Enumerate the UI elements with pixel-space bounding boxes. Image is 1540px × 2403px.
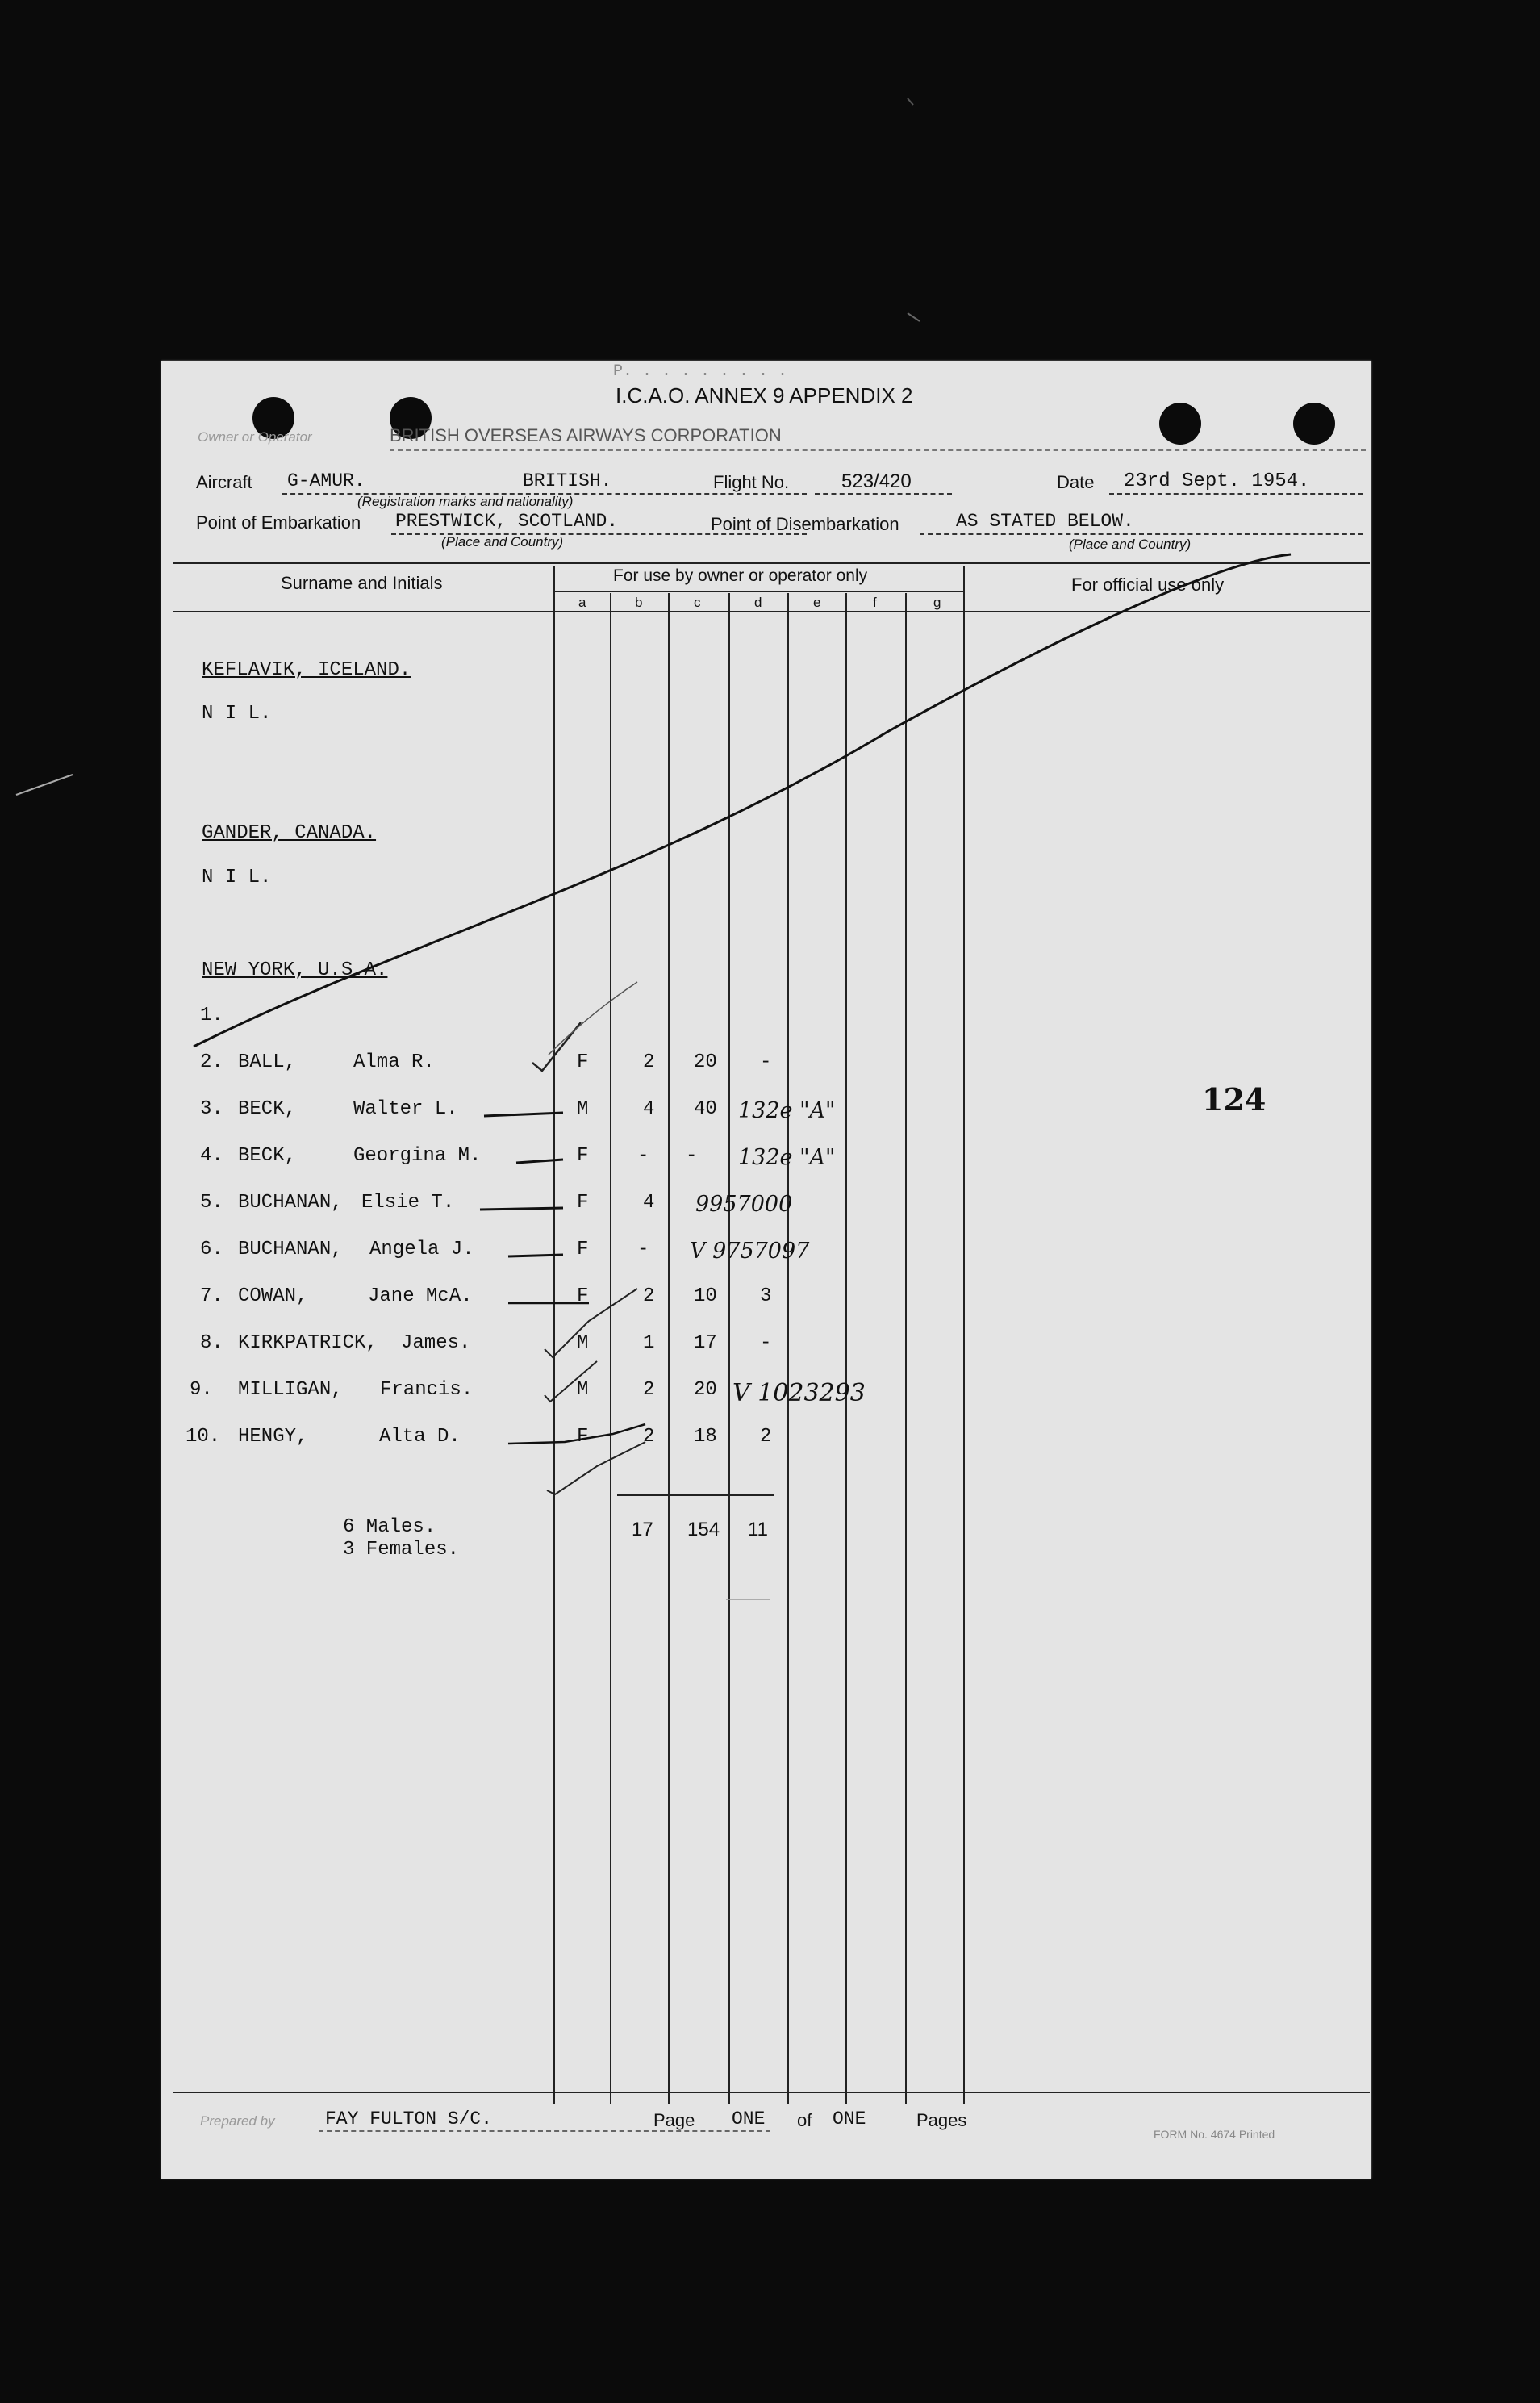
subcol-e: e [813, 595, 821, 610]
given-names: James. [401, 1332, 471, 1354]
disembarkation-value: AS STATED BELOW. [956, 511, 1134, 532]
males-count: 6 Males. [343, 1516, 436, 1538]
flight-rule [815, 493, 952, 495]
embarkation-value: PRESTWICK, SCOTLAND. [395, 511, 619, 532]
col-d: - [760, 1051, 772, 1073]
col-a: M [577, 1098, 589, 1120]
col-c: 20 [694, 1051, 717, 1073]
page-label: Page [653, 2110, 695, 2130]
date-value: 23rd Sept. 1954. [1124, 470, 1310, 492]
table-row [161, 1332, 1371, 1368]
total-c: 154 [687, 1519, 720, 1540]
col-c: 40 [694, 1098, 717, 1120]
total-d: 11 [748, 1519, 768, 1540]
col-d: - [760, 1332, 772, 1354]
page-annotation: 124 [1202, 1081, 1267, 1118]
col-a: F [577, 1239, 589, 1260]
females-count: 3 Females. [343, 1539, 460, 1561]
section-heading: KEFLAVIK, ICELAND. [202, 659, 411, 681]
official-use-header: For official use only [1071, 575, 1225, 595]
disembarkation-rule [920, 533, 1363, 535]
subcol-a: a [578, 595, 586, 610]
given-names: Angela J. [369, 1239, 474, 1260]
form-number: FORM No. 4674 Printed [1154, 2128, 1275, 2141]
given-names: Georgina M. [353, 1145, 482, 1167]
col-a: F [577, 1426, 589, 1448]
surname: MILLIGAN, [238, 1379, 343, 1401]
row-number: 5. [200, 1192, 223, 1214]
given-names: Francis. [380, 1379, 474, 1401]
row-number: 9. [190, 1379, 213, 1401]
surname: BUCHANAN, [238, 1239, 343, 1260]
col-b: 2 [643, 1051, 655, 1073]
row-number: 10. [186, 1426, 221, 1448]
table-row [161, 1379, 1371, 1415]
col-a: M [577, 1379, 589, 1401]
table-row [161, 1192, 1371, 1227]
col-ef-handwritten: 132e "A" [738, 1098, 836, 1123]
subcol-b: b [635, 595, 643, 610]
col-a: M [577, 1332, 589, 1354]
given-names: Walter L. [353, 1098, 458, 1120]
given-names: Jane McA. [368, 1285, 473, 1307]
of-value: ONE [833, 2108, 866, 2129]
form-title: I.C.A.O. ANNEX 9 APPENDIX 2 [616, 383, 913, 407]
col-ef-handwritten: 9957000 [695, 1192, 793, 1217]
manifest-sheet [161, 361, 1371, 2179]
col-b: 1 [643, 1332, 655, 1354]
total-b: 17 [632, 1519, 653, 1540]
flight-label: Flight No. [713, 472, 790, 492]
table-row [161, 1426, 1371, 1461]
surname: HENGY, [238, 1426, 308, 1448]
page-value: ONE [732, 2108, 766, 2129]
aircraft-label: Aircraft [196, 472, 252, 492]
col-ef-handwritten: 132e "A" [738, 1145, 836, 1170]
surname: BECK, [238, 1098, 297, 1120]
col-d: 2 [760, 1426, 772, 1448]
col-a: F [577, 1285, 589, 1307]
col-b: - [637, 1239, 649, 1260]
owner-value: BRITISH OVERSEAS AIRWAYS CORPORATION [390, 425, 782, 445]
col-c: 10 [694, 1285, 717, 1307]
subcol-d: d [754, 595, 762, 610]
header-stamp: P. . . . . . . . . [613, 362, 788, 381]
col-a: F [577, 1051, 589, 1073]
given-names: Elsie T. [361, 1192, 455, 1214]
footer-rule [173, 2092, 1370, 2093]
col-c: 20 [694, 1379, 717, 1401]
punch-hole [1159, 403, 1201, 445]
col-c: 18 [694, 1426, 717, 1448]
row-number: 4. [200, 1145, 223, 1167]
of-label: of [797, 2110, 812, 2130]
surname: BALL, [238, 1051, 297, 1073]
date-label: Date [1057, 472, 1095, 492]
table-row [161, 1005, 1371, 1040]
row-number: 3. [200, 1098, 223, 1120]
col-b: 4 [643, 1192, 655, 1214]
table-row [161, 1239, 1371, 1274]
owner-use-header: For use by owner or operator only [613, 566, 868, 585]
disembarkation-note: (Place and Country) [1069, 537, 1192, 552]
col-d: 3 [760, 1285, 772, 1307]
section-heading: NEW YORK, U.S.A. [202, 959, 388, 981]
col-b: 2 [643, 1285, 655, 1307]
col-b: 2 [643, 1379, 655, 1401]
row-number: 2. [200, 1051, 223, 1073]
subcol-f: f [873, 595, 877, 610]
nationality-value: BRITISH. [523, 470, 612, 491]
owner-subheader-rule [553, 591, 963, 592]
section-note: N I L. [202, 867, 272, 888]
col-b: 4 [643, 1098, 655, 1120]
pages-label: Pages [916, 2110, 967, 2130]
punch-hole [1293, 403, 1335, 445]
surname: BUCHANAN, [238, 1192, 343, 1214]
flight-value: 523/420 [841, 470, 912, 492]
col-b: - [637, 1145, 649, 1167]
disembarkation-label: Point of Disembarkation [711, 514, 899, 534]
surname: BECK, [238, 1145, 297, 1167]
owner-label: Owner or Operator [198, 429, 312, 445]
col-ef-handwritten: V 9757097 [690, 1239, 810, 1264]
surname: COWAN, [238, 1285, 308, 1307]
surname: KIRKPATRICK, [238, 1332, 378, 1354]
given-names: Alta D. [379, 1426, 461, 1448]
row-number: 7. [200, 1285, 223, 1307]
row-number: 1. [200, 1005, 223, 1026]
embarkation-note: (Place and Country) [441, 534, 564, 550]
col-ef-handwritten: V 1023293 [732, 1379, 866, 1407]
col-a: F [577, 1192, 589, 1214]
section-heading: GANDER, CANADA. [202, 822, 377, 844]
table-top-rule [173, 562, 1370, 564]
row-number: 8. [200, 1332, 223, 1354]
table-row [161, 1051, 1371, 1087]
subcol-g: g [933, 595, 941, 610]
col-b: 2 [643, 1426, 655, 1448]
surname-header: Surname and Initials [281, 573, 443, 593]
col-c: - [686, 1145, 698, 1167]
embarkation-label: Point of Embarkation [196, 512, 361, 533]
aircraft-value: G-AMUR. [287, 470, 365, 491]
table-row [161, 1285, 1371, 1321]
col-c: 17 [694, 1332, 717, 1354]
table-row [161, 1098, 1371, 1134]
totals-rule [617, 1494, 774, 1496]
subcol-c: c [694, 595, 701, 610]
table-header-rule [173, 611, 1370, 612]
prepared-value: FAY FULTON S/C. [325, 2108, 493, 2129]
prepared-label: Prepared by [200, 2113, 275, 2129]
row-number: 6. [200, 1239, 223, 1260]
given-names: Alma R. [353, 1051, 435, 1073]
section-note: N I L. [202, 703, 272, 725]
prepared-rule [319, 2130, 770, 2132]
owner-rule [390, 449, 1366, 451]
registration-note: (Registration marks and nationality) [357, 494, 574, 509]
date-rule [1109, 493, 1363, 495]
table-row [161, 1145, 1371, 1181]
col-a: F [577, 1145, 589, 1167]
